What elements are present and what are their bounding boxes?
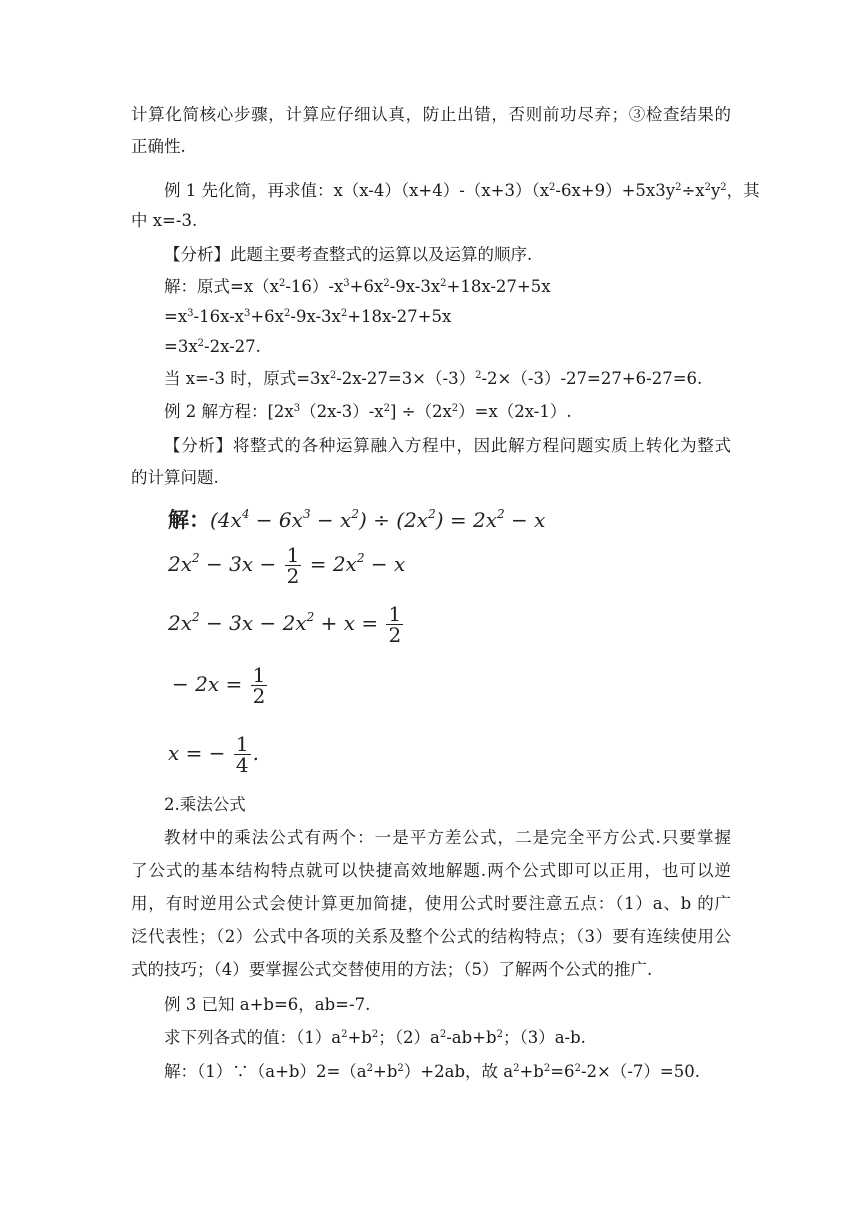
fraction-one-quarter: $\frac{1}{4}$ (235, 732, 249, 777)
example-1-line: 中 x=-3. (131, 211, 198, 230)
paragraph-line: 了公式的基本结构特点就可以快捷高效地解题.两个公式即可以正用，也可以逆 (131, 861, 731, 880)
example-1-line: 例 1 先化简，再求值：$x(x-4)(x+4)-(x+3)(x^2-6x+9)+5x3y^2\div x^2y^2$，其 (164, 181, 760, 200)
fraction-one-half: $\frac{1}{2}$ (286, 543, 300, 588)
paragraph-line: 用，有时逆用公式会使计算更加简捷，使用公式时要注意五点：（1）a、b 的广 (131, 894, 731, 913)
math-step-3: $2x^2 - 3x - 2x^2 + x$ = $\frac{1}{2}$ (168, 602, 402, 647)
solution-1-evaluate: 当 x=-3 时，原式$=3x^2-2x-27=3\times(-3)^2-2\times(-3)-27=27+6-27=6$. (164, 369, 703, 388)
paragraph-line: 正确性. (131, 137, 186, 156)
solution-1-step: $=x^3-16x-x^3+6x^2-9x-3x^2+18x-27+5x$ (164, 307, 452, 326)
solution-1-step: $=3x^2-2x-27$. (164, 337, 261, 356)
example-3-question: 求下列各式的值：$(1)a^2+b^2$；$(2)a^2-ab+b^2$；（3）a-b. (164, 1028, 586, 1047)
math-step-1: 解：$(4x^4 - 6x^3 - x^2) \div (2x^2) = 2x^2 - x$ (168, 507, 546, 532)
section-heading: 2.乘法公式 (164, 795, 246, 814)
math-step-4: − 2x = $\frac{1}{2}$ (172, 663, 266, 708)
analysis-2: 的计算问题. (131, 468, 219, 487)
math-step-5: x = − $\frac{1}{4}$ . (168, 732, 259, 777)
analysis-2: 【分析】将整式的各种运算融入方程中，因此解方程问题实质上转化为整式 (164, 436, 731, 455)
example-3: 例 3 已知 a+b=6，ab=-7. (164, 995, 371, 1014)
solution-3: 解：$(1)\because(a+b)2=(a^2+b^2)+2ab$，故 $a^2+b^2=6^2-2\times(-7)=50$. (164, 1062, 700, 1081)
paragraph-line: 式的技巧；（4）要掌握公式交替使用的方法；（5）了解两个公式的推广. (131, 960, 653, 979)
paragraph-line: 教材中的乘法公式有两个：一是平方差公式，二是完全平方公式.只要掌握 (164, 828, 731, 847)
fraction-one-half: $\frac{1}{2}$ (252, 663, 266, 708)
math-step-2: $2x^2 - 3x$ − $\frac{1}{2}$ = $2x^2 - x$ (168, 543, 406, 588)
analysis-1: 【分析】此题主要考查整式的运算以及运算的顺序. (164, 245, 533, 264)
paragraph-line: 泛代表性；（2）公式中各项的关系及整个公式的结构特点；（3）要有连续使用公 (131, 927, 731, 946)
solution-1-step: 解：原式$=x(x^2-16)-x^3+6x^2-9x-3x^2+18x-27+5x$ (164, 277, 551, 296)
fraction-one-half: $\frac{1}{2}$ (388, 602, 402, 647)
paragraph-line: 计算化简核心步骤，计算应仔细认真，防止出错，否则前功尽弃；③检查结果的 (131, 105, 731, 124)
example-2: 例 2 解方程：$[2x^3(2x-3)-x^2] \div(2x^2)=x(2x-1)$. (164, 402, 572, 421)
